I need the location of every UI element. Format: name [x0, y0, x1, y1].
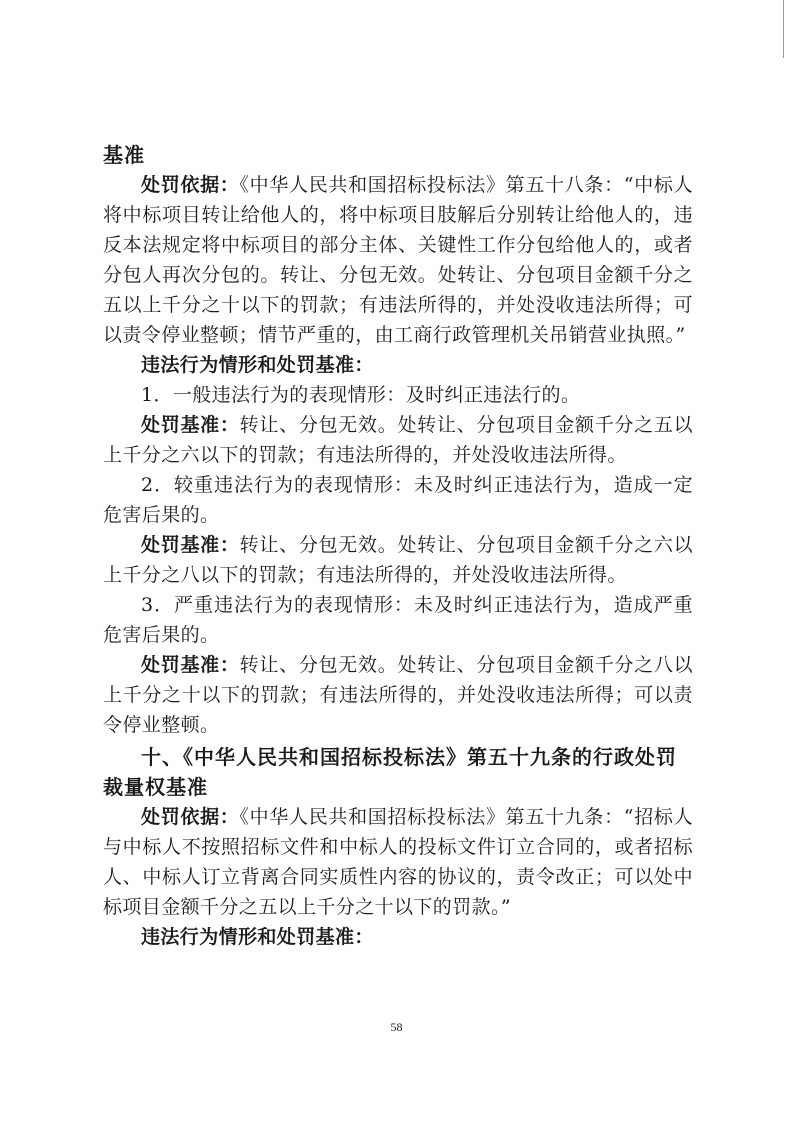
- paragraph-standard-serious: [103, 530, 693, 590]
- document-body: [103, 140, 693, 952]
- paragraph-standard-general: [103, 410, 693, 470]
- paragraph-case-general: 1．一般违法行为的表现情形：及时纠正违法行的。: [141, 384, 581, 406]
- label-basis: 处罚依据：: [141, 174, 240, 196]
- page-number: 58: [390, 1020, 403, 1034]
- paragraph-standard-severe: [103, 650, 693, 740]
- label-standard: 处罚基准：: [141, 534, 240, 556]
- paragraph-case-serious: 2．较重违法行为的表现情形：未及时纠正违法行为，造成一定危害后果的。: [103, 474, 693, 526]
- section-heading-ten: 十、《中华人民共和国招标投标法》第五十九条的行政处罚裁量权基准: [103, 745, 677, 799]
- paragraph-basis-59: [103, 802, 693, 922]
- text-standard-severe: 转让、分包无效。处转让、分包项目金额千分之八以上千分之十以下的罚款；有违法所得的，并处没收违法所得；可以责令停业整顿。: [103, 654, 693, 736]
- subheading-standards-2: 违法行为情形和处罚基准：: [141, 926, 374, 948]
- text-standard-serious: 转让、分包无效。处转让、分包项目金额千分之六以上千分之八以下的罚款；有违法所得的，并处没收违法所得。: [103, 534, 693, 586]
- label-standard: 处罚基准：: [141, 414, 240, 436]
- label-standard: 处罚基准：: [141, 654, 240, 676]
- section-heading-continued: 基准: [103, 143, 145, 167]
- subheading-standards: 违法行为情形和处罚基准：: [141, 354, 374, 376]
- label-basis: 处罚依据：: [141, 806, 240, 828]
- paragraph-basis-58: [103, 170, 693, 350]
- text-standard-general: 转让、分包无效。处转让、分包项目金额千分之五以上千分之六以下的罚款；有违法所得的，并处没收违法所得。: [103, 414, 693, 466]
- paragraph-case-severe: 3．严重违法行为的表现情形：未及时纠正违法行为，造成严重危害后果的。: [103, 594, 693, 646]
- text-basis-58: 《中华人民共和国招标投标法》第五十八条：“中标人将中标项目转让给他人的，将中标项目肢解后分别转让给他人的，违反本法规定将中标项目的部分主体、关键性工作分包给他人的，或者分包人再次分包的。转让、分包无效。处转让、分包项目金额千分之五以上千分之十以下的罚款；有违法所得的，并处没收违法所得；可以责令停业整顿；情节严重的，由工商行政管理机关吊销营业执照。”: [103, 174, 693, 346]
- scan-edge-line: [783, 0, 784, 58]
- text-basis-59: 《中华人民共和国招标投标法》第五十九条：“招标人与中标人不按照招标文件和中标人的投标文件订立合同的，或者招标人、中标人订立背离合同实质性内容的协议的，责令改正；可以处中标项目金额千分之五以上千分之十以下的罚款。”: [103, 806, 693, 918]
